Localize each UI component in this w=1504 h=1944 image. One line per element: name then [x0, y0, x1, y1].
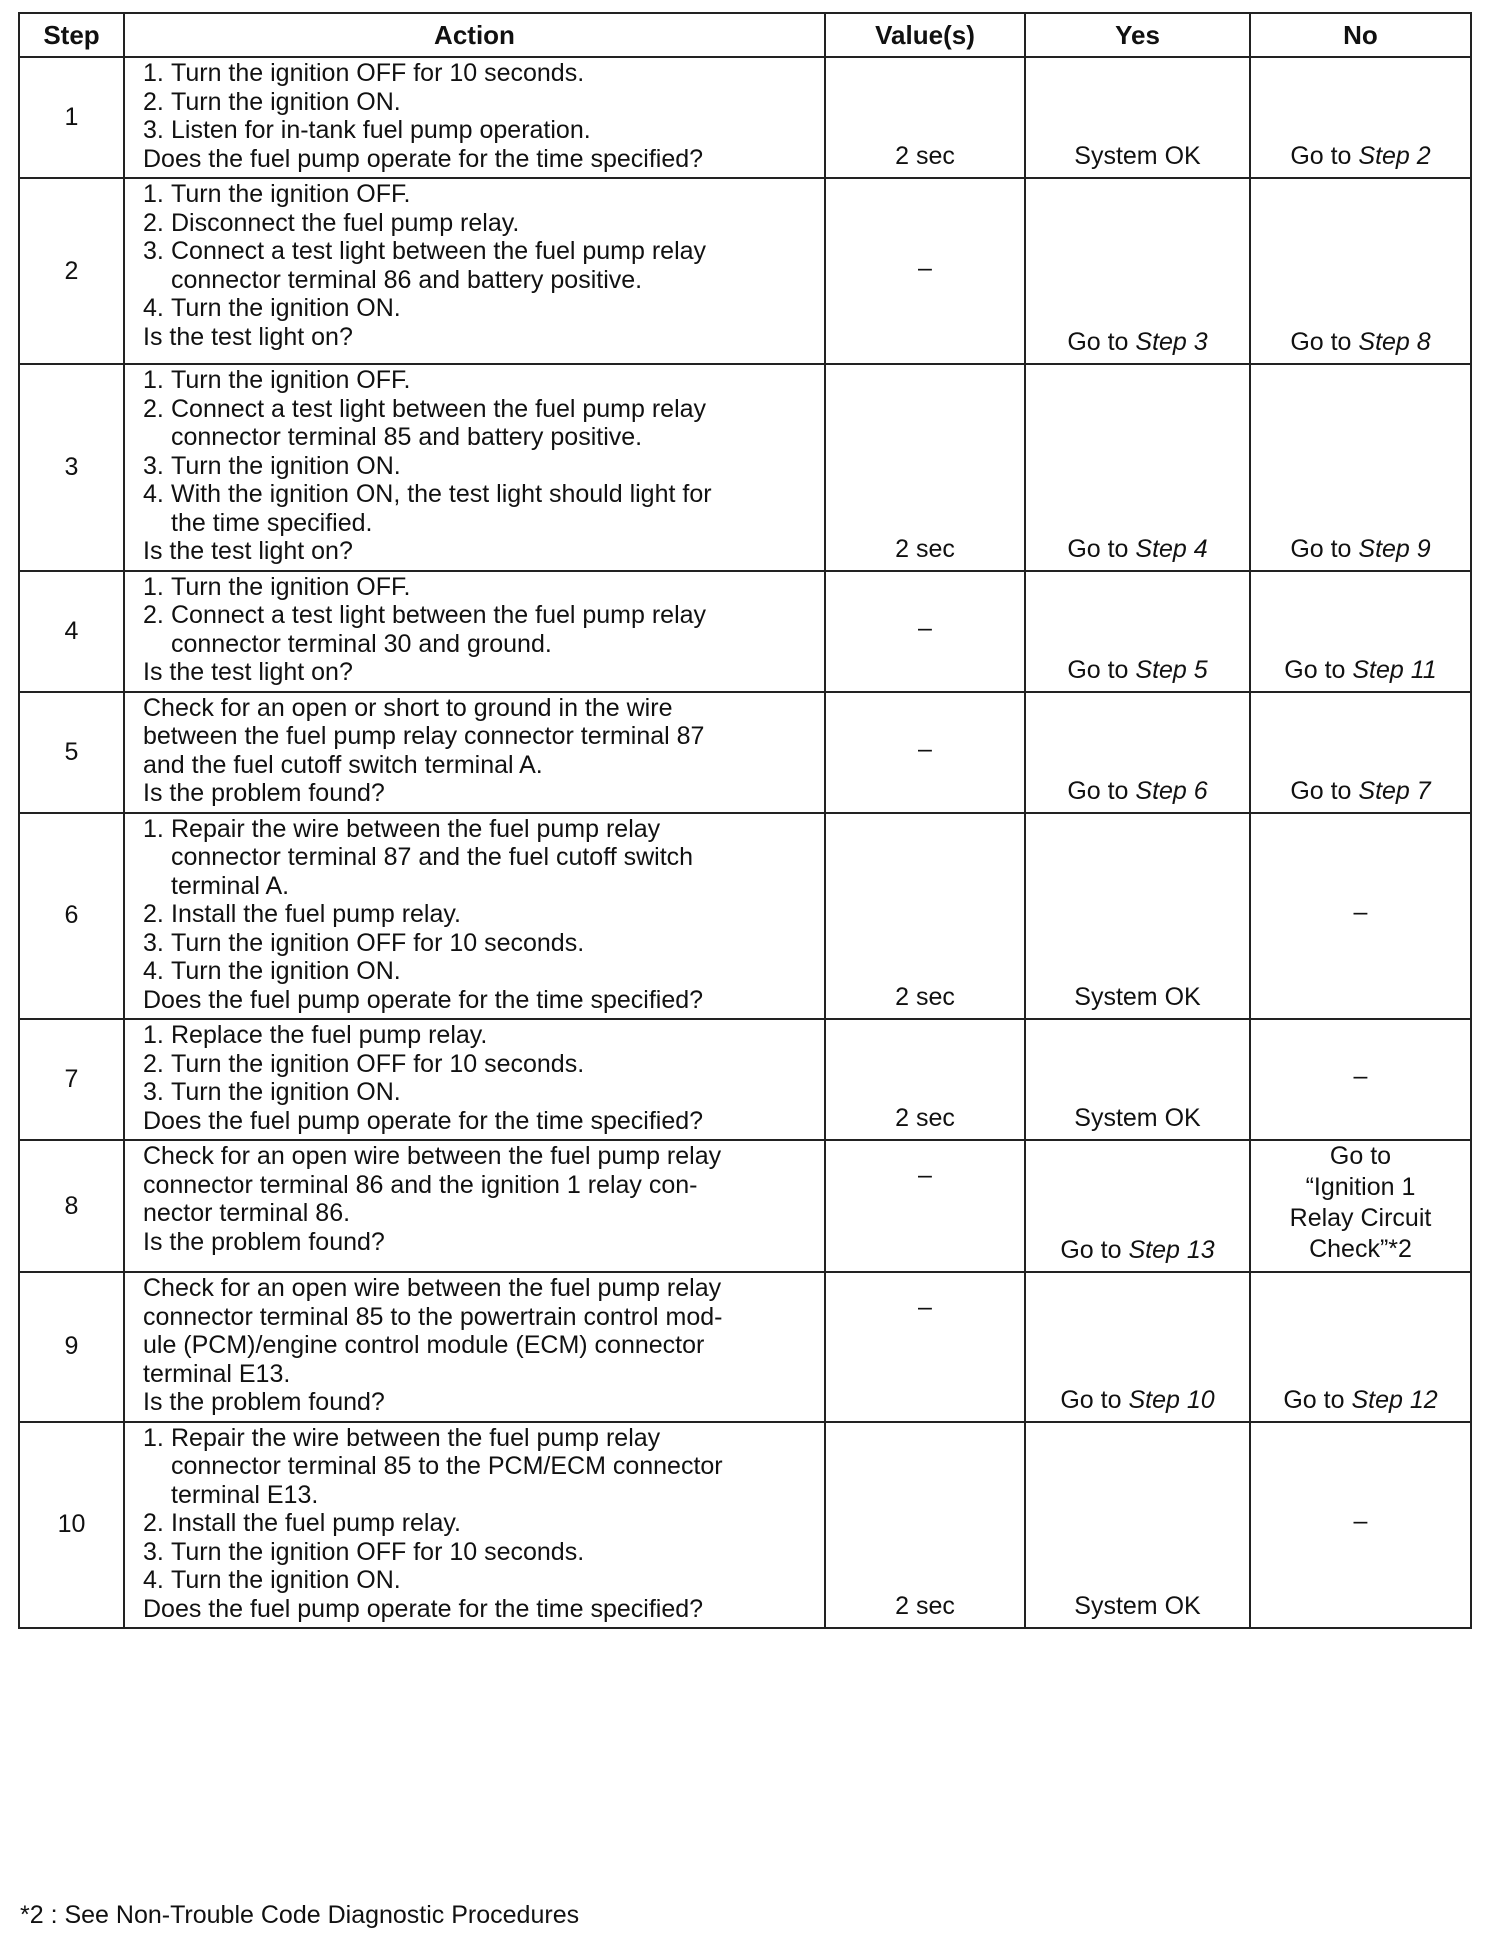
- action-step-item: [143, 1021, 814, 1050]
- action-text-line: Turn the ignition OFF for 10 seconds.: [171, 59, 585, 87]
- header-values: Value(s): [825, 13, 1025, 57]
- step-number: 3: [19, 364, 124, 571]
- action-step-text: [171, 1050, 584, 1079]
- action-text-line: Does the fuel pump operate for the time specified?: [143, 985, 704, 1014]
- action-step-text: [171, 1566, 401, 1595]
- action-text-line: the time specified.: [171, 508, 373, 537]
- action-text-line: Is the test light on?: [143, 322, 353, 351]
- action-step-number: 3.: [143, 451, 164, 480]
- action-step-item: [143, 395, 814, 452]
- action-text-line: Turn the ignition ON.: [171, 294, 401, 322]
- goto-prefix: Go to: [1060, 1236, 1129, 1264]
- value-cell: 2 sec: [825, 813, 1025, 1020]
- goto-text-line: Go to: [1329, 1142, 1392, 1170]
- action-step-number: 1.: [143, 814, 164, 843]
- action-step-item: [143, 59, 814, 88]
- footnote: *2 : See Non-Trouble Code Diagnostic Procedures: [20, 1901, 580, 1929]
- no-cell: [1250, 1140, 1471, 1272]
- action-step-item: [143, 815, 814, 901]
- table-row: [19, 364, 1471, 571]
- action-step-number: 1.: [143, 1423, 164, 1452]
- action-step-item: [143, 601, 814, 658]
- step-number: 5: [19, 692, 124, 813]
- action-paragraph: [143, 1228, 814, 1257]
- value-cell: –: [825, 692, 1025, 813]
- step-number: 9: [19, 1272, 124, 1422]
- goto-step-link: Step 5: [1135, 655, 1208, 684]
- goto-step-link: Step 10: [1128, 1385, 1215, 1414]
- action-step-number: 3.: [143, 237, 164, 265]
- goto-prefix: Go to: [1290, 534, 1359, 563]
- table-row: [19, 1422, 1471, 1629]
- goto-prefix: Go to: [1067, 328, 1136, 356]
- goto-prefix: Go to: [1290, 142, 1359, 170]
- action-text-line: Connect a test light between the fuel pump relay: [171, 237, 707, 265]
- action-text-line: Disconnect the fuel pump relay.: [171, 208, 520, 237]
- table-body: [19, 57, 1471, 1628]
- action-step-item: [143, 929, 814, 958]
- action-step-item: [143, 237, 814, 294]
- result-text: System OK: [1074, 1592, 1201, 1620]
- value-cell: 2 sec: [825, 1422, 1025, 1629]
- action-paragraph: [143, 1142, 814, 1228]
- action-step-item: [143, 180, 814, 209]
- action-step-text: [171, 88, 401, 117]
- yes-cell: [1025, 364, 1250, 571]
- action-step-item: [143, 209, 814, 238]
- goto-prefix: Go to: [1060, 1385, 1129, 1414]
- action-step-number: 3.: [143, 116, 164, 144]
- yes-cell: [1025, 1140, 1250, 1272]
- action-text-line: Turn the ignition ON.: [171, 1566, 401, 1594]
- action-text-line: Is the problem found?: [143, 1227, 385, 1256]
- action-step-number: 4.: [143, 294, 164, 322]
- value-cell: 2 sec: [825, 57, 1025, 178]
- goto-text-line: “Ignition 1: [1305, 1173, 1416, 1201]
- action-step-item: [143, 480, 814, 537]
- action-step-text: [171, 294, 401, 323]
- action-step-number: 4.: [143, 1566, 164, 1594]
- action-step-text: [171, 900, 461, 929]
- goto-text-line: Relay Circuit: [1289, 1204, 1432, 1232]
- action-text-line: connector terminal 86 and battery positive.: [171, 265, 643, 294]
- header-no: No: [1250, 13, 1471, 57]
- header-action: Action: [124, 13, 825, 57]
- action-text-line: Check for an open wire between the fuel pump relay: [143, 1274, 722, 1302]
- no-cell: [1250, 57, 1471, 178]
- action-text-line: Does the fuel pump operate for the time specified?: [143, 144, 704, 173]
- action-text-line: Install the fuel pump relay.: [171, 1509, 461, 1537]
- action-step-item: [143, 88, 814, 117]
- action-step-number: 1.: [143, 572, 164, 601]
- action-step-number: 3.: [143, 1078, 164, 1106]
- action-step-item: [143, 294, 814, 323]
- action-step-item: [143, 900, 814, 929]
- value-cell: 2 sec: [825, 1019, 1025, 1140]
- action-paragraph: [143, 1107, 814, 1136]
- header-row: [19, 13, 1471, 57]
- action-step-text: [171, 1424, 723, 1510]
- action-text-line: Turn the ignition ON.: [171, 451, 401, 480]
- goto-step-link: Step 12: [1351, 1385, 1438, 1414]
- action-text-line: Turn the ignition ON.: [171, 957, 401, 985]
- action-step-number: 2.: [143, 601, 164, 629]
- action-cell: [124, 813, 825, 1020]
- diagnostic-table: [18, 12, 1472, 1629]
- action-text-line: Check for an open wire between the fuel pump relay: [143, 1142, 722, 1170]
- action-paragraph: [143, 1388, 814, 1417]
- result-text: System OK: [1074, 142, 1201, 170]
- action-text-line: Repair the wire between the fuel pump relay: [171, 814, 661, 843]
- action-step-text: [171, 573, 410, 602]
- action-text-line: Is the test light on?: [143, 537, 353, 565]
- action-text-line: Listen for in-tank fuel pump operation.: [171, 116, 591, 144]
- action-cell: [124, 1422, 825, 1629]
- action-paragraph: [143, 779, 814, 808]
- step-number: 1: [19, 57, 124, 178]
- goto-step-link: Step 7: [1358, 776, 1431, 805]
- goto-step-link: Step 4: [1135, 534, 1208, 563]
- yes-cell: [1025, 178, 1250, 364]
- action-paragraph: [143, 694, 814, 780]
- action-text-line: Is the problem found?: [143, 779, 385, 807]
- action-text-line: Turn the ignition OFF.: [171, 366, 411, 394]
- action-step-item: [143, 1050, 814, 1079]
- goto-prefix: Go to: [1067, 776, 1136, 805]
- action-step-item: [143, 1566, 814, 1595]
- goto-prefix: Go to: [1290, 328, 1359, 356]
- action-cell: [124, 571, 825, 692]
- goto-step-link: Step 13: [1128, 1236, 1215, 1264]
- action-step-text: [171, 929, 584, 958]
- header-yes: Yes: [1025, 13, 1250, 57]
- action-text-line: Is the test light on?: [143, 658, 353, 686]
- action-paragraph: [143, 986, 814, 1015]
- goto-prefix: Go to: [1067, 534, 1136, 563]
- action-cell: [124, 1272, 825, 1422]
- action-step-item: [143, 1424, 814, 1510]
- action-step-text: [171, 366, 410, 395]
- action-text-line: terminal E13.: [143, 1359, 291, 1388]
- action-text-line: Is the problem found?: [143, 1388, 385, 1416]
- table-row: [19, 813, 1471, 1020]
- action-step-item: [143, 1538, 814, 1567]
- step-number: 10: [19, 1422, 124, 1629]
- action-paragraph: [143, 658, 814, 687]
- step-number: 6: [19, 813, 124, 1020]
- action-step-text: [171, 1021, 487, 1050]
- action-step-text: [171, 1509, 461, 1538]
- action-paragraph: [143, 1274, 814, 1388]
- action-step-number: 2.: [143, 208, 164, 237]
- action-text-line: Does the fuel pump operate for the time specified?: [143, 1106, 704, 1135]
- yes-cell: [1025, 57, 1250, 178]
- action-text-line: Turn the ignition ON.: [171, 87, 401, 116]
- action-text-line: ule (PCM)/engine control module (ECM) connector: [143, 1331, 705, 1359]
- table-row: [19, 57, 1471, 178]
- action-text-line: Turn the ignition OFF for 10 seconds.: [171, 1049, 585, 1078]
- action-paragraph: [143, 537, 814, 566]
- value-cell: –: [825, 1272, 1025, 1422]
- action-cell: [124, 364, 825, 571]
- value-cell: –: [825, 178, 1025, 364]
- action-step-number: 2.: [143, 87, 164, 116]
- action-step-text: [171, 1078, 401, 1107]
- action-step-text: [171, 957, 401, 986]
- action-text-line: Connect a test light between the fuel pump relay: [171, 394, 707, 423]
- action-step-text: [171, 116, 591, 145]
- action-step-item: [143, 116, 814, 145]
- result-text: –: [1353, 1062, 1368, 1090]
- yes-cell: [1025, 571, 1250, 692]
- action-text-line: Check for an open or short to ground in the wire: [143, 693, 673, 722]
- action-text-line: connector terminal 85 to the PCM/ECM connector: [171, 1452, 723, 1480]
- action-text-line: Turn the ignition OFF.: [171, 180, 411, 208]
- yes-cell: [1025, 1422, 1250, 1629]
- goto-prefix: Go to: [1283, 1385, 1352, 1414]
- yes-cell: [1025, 692, 1250, 813]
- action-step-number: 2.: [143, 900, 164, 928]
- yes-cell: [1025, 813, 1250, 1020]
- table-row: [19, 1019, 1471, 1140]
- action-paragraph: [143, 323, 814, 352]
- table-row: [19, 571, 1471, 692]
- action-step-number: 2.: [143, 1509, 164, 1537]
- action-step-text: [171, 452, 401, 481]
- result-text: System OK: [1074, 983, 1201, 1011]
- no-cell: [1250, 178, 1471, 364]
- action-step-item: [143, 957, 814, 986]
- action-step-number: 2.: [143, 394, 164, 423]
- action-step-item: [143, 1078, 814, 1107]
- no-cell: [1250, 692, 1471, 813]
- action-text-line: Turn the ignition OFF for 10 seconds.: [171, 1537, 585, 1566]
- goto-step-link: Step 8: [1358, 328, 1431, 356]
- action-step-item: [143, 1509, 814, 1538]
- no-cell: [1250, 1422, 1471, 1629]
- no-cell: [1250, 571, 1471, 692]
- no-cell: [1250, 813, 1471, 1020]
- action-text-line: Connect a test light between the fuel pump relay: [171, 601, 707, 629]
- step-number: 7: [19, 1019, 124, 1140]
- table-row: [19, 1140, 1471, 1272]
- goto-step-link: Step 9: [1358, 534, 1431, 563]
- goto-prefix: Go to: [1284, 655, 1353, 684]
- action-cell: [124, 57, 825, 178]
- action-cell: [124, 1019, 825, 1140]
- goto-step-link: Step 11: [1352, 655, 1437, 684]
- step-number: 2: [19, 178, 124, 364]
- action-step-number: 1.: [143, 59, 164, 87]
- goto-prefix: Go to: [1290, 776, 1359, 805]
- action-paragraph: [143, 1595, 814, 1624]
- action-step-number: 1.: [143, 366, 164, 394]
- action-text-line: nector terminal 86.: [143, 1199, 351, 1227]
- goto-step-link: Step 6: [1135, 776, 1208, 805]
- action-paragraph: [143, 145, 814, 174]
- action-step-text: [171, 209, 519, 238]
- step-number: 4: [19, 571, 124, 692]
- action-text-line: connector terminal 87 and the fuel cutoff switch: [171, 843, 694, 871]
- table-row: [19, 692, 1471, 813]
- result-text: –: [1353, 898, 1368, 927]
- step-number: 8: [19, 1140, 124, 1272]
- action-step-text: [171, 59, 584, 88]
- action-text-line: With the ignition ON, the test light should light for: [171, 480, 712, 508]
- goto-step-link: Step 3: [1135, 328, 1208, 356]
- action-text-line: Turn the ignition OFF for 10 seconds.: [171, 928, 585, 957]
- action-text-line: connector terminal 85 to the powertrain control mod-: [143, 1302, 723, 1331]
- goto-text-line: Check”*2: [1309, 1235, 1412, 1263]
- action-text-line: Does the fuel pump operate for the time specified?: [143, 1594, 704, 1623]
- no-cell: [1250, 364, 1471, 571]
- value-cell: 2 sec: [825, 364, 1025, 571]
- action-step-number: 2.: [143, 1049, 164, 1078]
- table-row: [19, 1272, 1471, 1422]
- action-text-line: and the fuel cutoff switch terminal A.: [143, 750, 543, 779]
- action-cell: [124, 692, 825, 813]
- yes-cell: [1025, 1019, 1250, 1140]
- action-step-number: 4.: [143, 957, 164, 985]
- header-step: Step: [19, 13, 124, 57]
- action-text-line: Repair the wire between the fuel pump relay: [171, 1423, 661, 1452]
- action-text-line: terminal A.: [171, 871, 290, 900]
- action-text-line: Turn the ignition ON.: [171, 1078, 401, 1106]
- result-text: –: [1353, 1507, 1368, 1536]
- no-cell: [1250, 1019, 1471, 1140]
- action-text-line: Replace the fuel pump relay.: [171, 1021, 488, 1049]
- action-step-text: [171, 395, 706, 452]
- action-step-text: [171, 480, 712, 537]
- action-step-number: 1.: [143, 1021, 164, 1049]
- no-cell: [1250, 1272, 1471, 1422]
- action-cell: [124, 1140, 825, 1272]
- table-row: [19, 178, 1471, 364]
- action-step-text: [171, 237, 706, 294]
- action-cell: [124, 178, 825, 364]
- action-text-line: connector terminal 86 and the ignition 1 relay con-: [143, 1170, 698, 1199]
- action-step-number: 3.: [143, 928, 164, 957]
- action-step-text: [171, 601, 706, 658]
- action-step-text: [171, 815, 693, 901]
- action-step-item: [143, 573, 814, 602]
- action-step-item: [143, 366, 814, 395]
- yes-cell: [1025, 1272, 1250, 1422]
- action-text-line: connector terminal 30 and ground.: [171, 629, 552, 658]
- action-text-line: Install the fuel pump relay.: [171, 900, 461, 928]
- action-text-line: connector terminal 85 and battery positive.: [171, 423, 643, 451]
- goto-step-link: Step 2: [1358, 142, 1431, 170]
- action-step-text: [171, 1538, 584, 1567]
- action-step-text: [171, 180, 410, 209]
- action-step-number: 3.: [143, 1537, 164, 1566]
- result-text: System OK: [1074, 1104, 1201, 1132]
- value-cell: –: [825, 571, 1025, 692]
- action-step-number: 1.: [143, 180, 164, 208]
- action-text-line: terminal E13.: [171, 1480, 319, 1509]
- action-step-number: 4.: [143, 480, 164, 508]
- action-text-line: Turn the ignition OFF.: [171, 572, 411, 601]
- goto-prefix: Go to: [1067, 655, 1136, 684]
- action-text-line: between the fuel pump relay connector terminal 87: [143, 722, 705, 750]
- value-cell: –: [825, 1140, 1025, 1272]
- action-step-item: [143, 452, 814, 481]
